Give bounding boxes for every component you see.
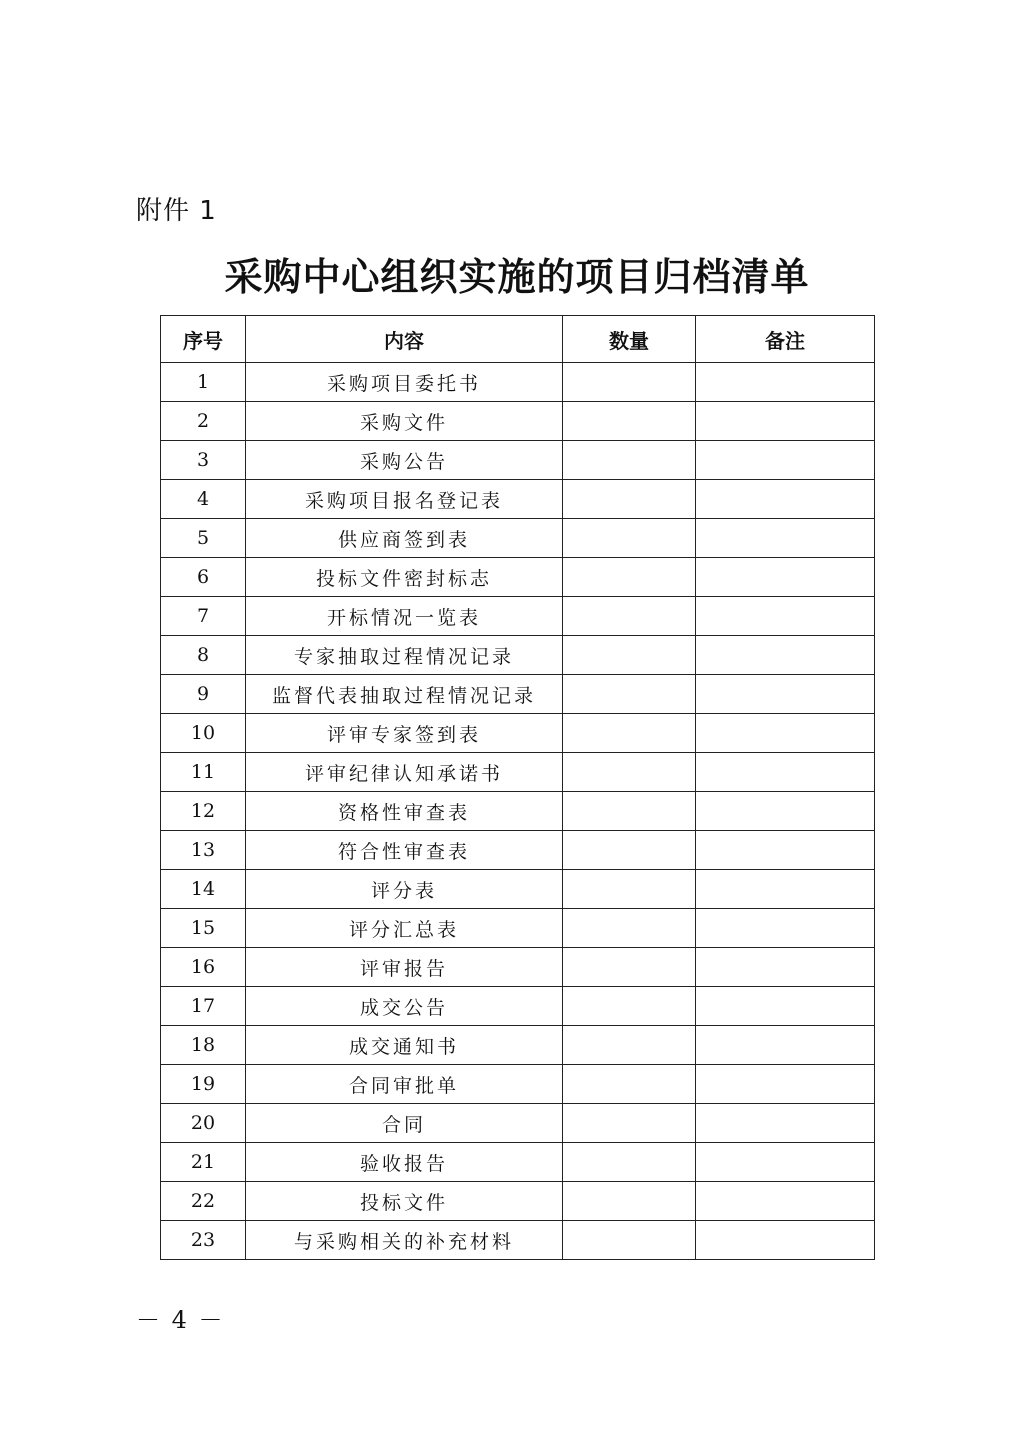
- table-row: [161, 363, 875, 402]
- table-row: [161, 1104, 875, 1143]
- header-content: 内容: [246, 316, 563, 363]
- row-remarks-cell: [696, 753, 875, 792]
- row-quantity-cell: [563, 792, 696, 831]
- row-remarks-cell: [696, 558, 875, 597]
- row-content-cell: 投标文件密封标志: [246, 558, 563, 597]
- table-row: [161, 1143, 875, 1182]
- row-remarks-cell: [696, 1221, 875, 1260]
- table-row: [161, 597, 875, 636]
- row-remarks-cell: [696, 1065, 875, 1104]
- row-quantity-cell: [563, 558, 696, 597]
- row-content-cell: 符合性审查表: [246, 831, 563, 870]
- row-quantity-cell: [563, 1026, 696, 1065]
- table-row: [161, 558, 875, 597]
- row-index-cell: 22: [161, 1182, 246, 1221]
- row-index-cell: 5: [161, 519, 246, 558]
- table-row: [161, 870, 875, 909]
- table-row: [161, 1182, 875, 1221]
- table-row: [161, 753, 875, 792]
- row-remarks-cell: [696, 1104, 875, 1143]
- row-remarks-cell: [696, 909, 875, 948]
- row-quantity-cell: [563, 675, 696, 714]
- row-content-cell: 投标文件: [246, 1182, 563, 1221]
- table-row: [161, 1221, 875, 1260]
- row-remarks-cell: [696, 714, 875, 753]
- header-quantity: 数量: [563, 316, 696, 363]
- row-remarks-cell: [696, 1026, 875, 1065]
- row-index-cell: 3: [161, 441, 246, 480]
- row-quantity-cell: [563, 831, 696, 870]
- row-index-cell: 16: [161, 948, 246, 987]
- table-row: [161, 636, 875, 675]
- row-content-cell: 采购文件: [246, 402, 563, 441]
- page-number: － 4 －: [136, 1306, 225, 1334]
- table-row: [161, 987, 875, 1026]
- row-content-cell: 评审纪律认知承诺书: [246, 753, 563, 792]
- table-row: [161, 714, 875, 753]
- row-index-cell: 21: [161, 1143, 246, 1182]
- row-quantity-cell: [563, 636, 696, 675]
- row-remarks-cell: [696, 1182, 875, 1221]
- table-row: [161, 519, 875, 558]
- row-quantity-cell: [563, 987, 696, 1026]
- row-quantity-cell: [563, 870, 696, 909]
- row-quantity-cell: [563, 753, 696, 792]
- table-body: [161, 363, 875, 1260]
- row-content-cell: 监督代表抽取过程情况记录: [246, 675, 563, 714]
- row-remarks-cell: [696, 636, 875, 675]
- row-quantity-cell: [563, 441, 696, 480]
- row-content-cell: 合同审批单: [246, 1065, 563, 1104]
- row-quantity-cell: [563, 1182, 696, 1221]
- row-content-cell: 采购公告: [246, 441, 563, 480]
- row-content-cell: 验收报告: [246, 1143, 563, 1182]
- row-quantity-cell: [563, 948, 696, 987]
- attachment-label: 附件 1: [136, 196, 217, 226]
- table-row: [161, 1026, 875, 1065]
- row-index-cell: 11: [161, 753, 246, 792]
- table-row: [161, 909, 875, 948]
- row-remarks-cell: [696, 480, 875, 519]
- row-content-cell: 成交通知书: [246, 1026, 563, 1065]
- row-index-cell: 10: [161, 714, 246, 753]
- row-index-cell: 18: [161, 1026, 246, 1065]
- row-quantity-cell: [563, 1065, 696, 1104]
- row-quantity-cell: [563, 714, 696, 753]
- table-header-row: [161, 316, 875, 363]
- row-content-cell: 评审报告: [246, 948, 563, 987]
- row-index-cell: 13: [161, 831, 246, 870]
- table-row: [161, 402, 875, 441]
- row-quantity-cell: [563, 909, 696, 948]
- row-content-cell: 评分表: [246, 870, 563, 909]
- row-index-cell: 7: [161, 597, 246, 636]
- row-remarks-cell: [696, 363, 875, 402]
- row-quantity-cell: [563, 1143, 696, 1182]
- row-content-cell: 评分汇总表: [246, 909, 563, 948]
- row-content-cell: 开标情况一览表: [246, 597, 563, 636]
- row-content-cell: 成交公告: [246, 987, 563, 1026]
- row-quantity-cell: [563, 402, 696, 441]
- table-row: [161, 441, 875, 480]
- header-remarks: 备注: [696, 316, 875, 363]
- row-content-cell: 采购项目报名登记表: [246, 480, 563, 519]
- row-content-cell: 采购项目委托书: [246, 363, 563, 402]
- row-index-cell: 1: [161, 363, 246, 402]
- row-index-cell: 6: [161, 558, 246, 597]
- row-remarks-cell: [696, 987, 875, 1026]
- table-row: [161, 1065, 875, 1104]
- row-index-cell: 15: [161, 909, 246, 948]
- row-quantity-cell: [563, 1104, 696, 1143]
- row-remarks-cell: [696, 441, 875, 480]
- row-remarks-cell: [696, 948, 875, 987]
- row-quantity-cell: [563, 1221, 696, 1260]
- row-remarks-cell: [696, 831, 875, 870]
- row-remarks-cell: [696, 402, 875, 441]
- row-index-cell: 12: [161, 792, 246, 831]
- row-content-cell: 合同: [246, 1104, 563, 1143]
- row-quantity-cell: [563, 519, 696, 558]
- table-row: [161, 480, 875, 519]
- row-index-cell: 17: [161, 987, 246, 1026]
- row-remarks-cell: [696, 675, 875, 714]
- row-content-cell: 专家抽取过程情况记录: [246, 636, 563, 675]
- row-remarks-cell: [696, 870, 875, 909]
- row-content-cell: 供应商签到表: [246, 519, 563, 558]
- archive-checklist-table: [160, 315, 875, 1260]
- row-remarks-cell: [696, 597, 875, 636]
- row-quantity-cell: [563, 480, 696, 519]
- row-content-cell: 资格性审查表: [246, 792, 563, 831]
- row-content-cell: 与采购相关的补充材料: [246, 1221, 563, 1260]
- row-quantity-cell: [563, 363, 696, 402]
- table-row: [161, 831, 875, 870]
- row-index-cell: 20: [161, 1104, 246, 1143]
- row-index-cell: 23: [161, 1221, 246, 1260]
- document-title: 采购中心组织实施的项目归档清单: [224, 254, 810, 299]
- row-index-cell: 14: [161, 870, 246, 909]
- table-row: [161, 792, 875, 831]
- row-remarks-cell: [696, 792, 875, 831]
- table-row: [161, 948, 875, 987]
- header-index: 序号: [161, 316, 246, 363]
- table-row: [161, 675, 875, 714]
- row-index-cell: 19: [161, 1065, 246, 1104]
- row-index-cell: 2: [161, 402, 246, 441]
- row-remarks-cell: [696, 1143, 875, 1182]
- row-index-cell: 4: [161, 480, 246, 519]
- row-remarks-cell: [696, 519, 875, 558]
- row-content-cell: 评审专家签到表: [246, 714, 563, 753]
- row-index-cell: 8: [161, 636, 246, 675]
- row-quantity-cell: [563, 597, 696, 636]
- row-index-cell: 9: [161, 675, 246, 714]
